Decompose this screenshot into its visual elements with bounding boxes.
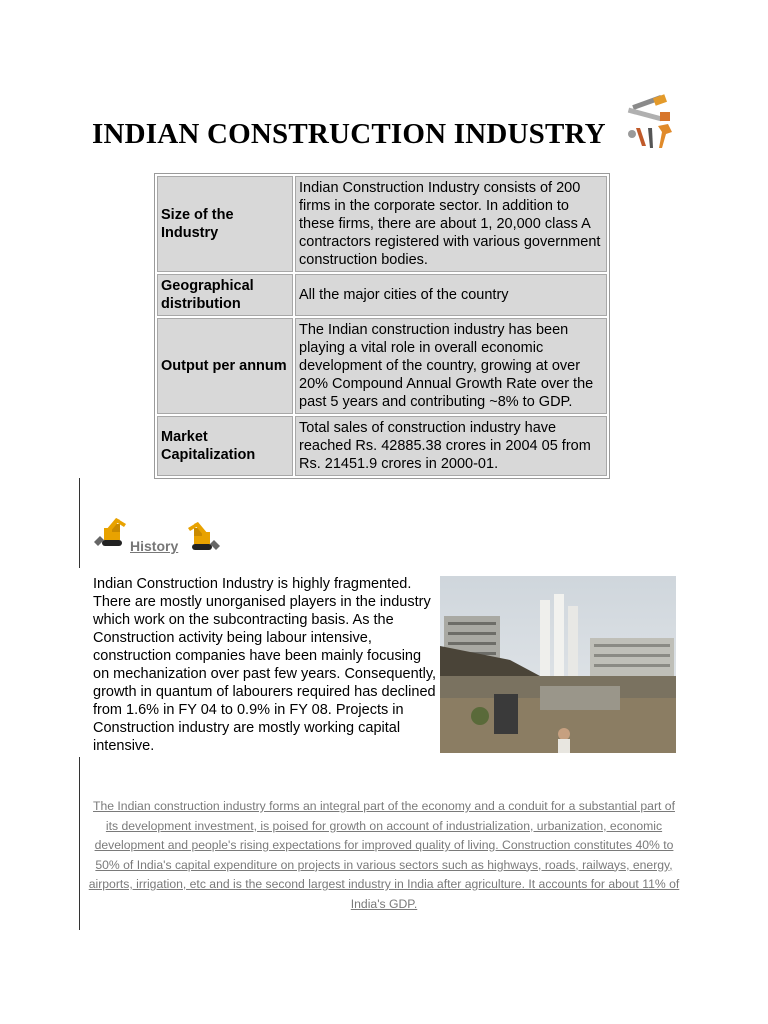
table-row	[157, 176, 607, 272]
tools-icon	[622, 94, 678, 152]
construction-photo	[440, 576, 676, 753]
table-key: Market Capitalization	[157, 416, 293, 476]
table-value: All the major cities of the country	[295, 274, 607, 316]
margin-rule	[79, 478, 80, 568]
excavator-icon	[92, 514, 128, 548]
table-key: Geographical distribution	[157, 274, 293, 316]
table-key: Output per annum	[157, 318, 293, 414]
industry-info-table	[154, 173, 610, 479]
table-key: Size of the Industry	[157, 176, 293, 272]
body-paragraph: Indian Construction Industry is highly fragmented. There are mostly unorganised players in the industry which work on the subcontracting basis. As the Construction activity being labour intensive, construction companies have been mainly focusing on mechanization over past few years. Consequently, growth in quantum of labourers required has declined from 1.6% in FY 04 to 0.9% in FY 08. Projects in Construction industry are mostly working capital intensive.	[93, 576, 437, 754]
table-value: The Indian construction industry has been playing a vital role in overall economic development of the country, growing at over 20% Compound Annual Growth Rate over the past 5 years and contributing ~8% to GDP.	[295, 318, 607, 414]
history-link[interactable]: History	[130, 538, 179, 554]
table-value: Indian Construction Industry consists of 200 firms in the corporate sector. In addition to these firms, there are about 1, 20,000 class A contractors registered with various government construction bodies.	[295, 176, 607, 272]
margin-rule	[79, 757, 80, 930]
table-value: Total sales of construction industry have reached Rs. 42885.38 crores in 2004 05 from Rs. 21451.9 crores in 2000-01.	[295, 416, 607, 476]
table-row	[157, 318, 607, 414]
footer-paragraph: The Indian construction industry forms an integral part of the economy and a conduit for a substantial part of its development investment, is poised for growth on account of industrialization, urbanization, economic development and people's rising expectations for improved quality of living. Construction constitutes 40% to 50% of India's capital expenditure on projects in various sectors such as highways, roads, railways, energy, airports, irrigation, etc and is the second largest industry in India after agriculture. It accounts for about 11% of India's GDP.	[88, 799, 680, 911]
table-row	[157, 274, 607, 316]
table-row	[157, 416, 607, 476]
page-title: INDIAN CONSTRUCTION INDUSTRY	[92, 118, 606, 150]
excavator-icon	[186, 518, 222, 552]
